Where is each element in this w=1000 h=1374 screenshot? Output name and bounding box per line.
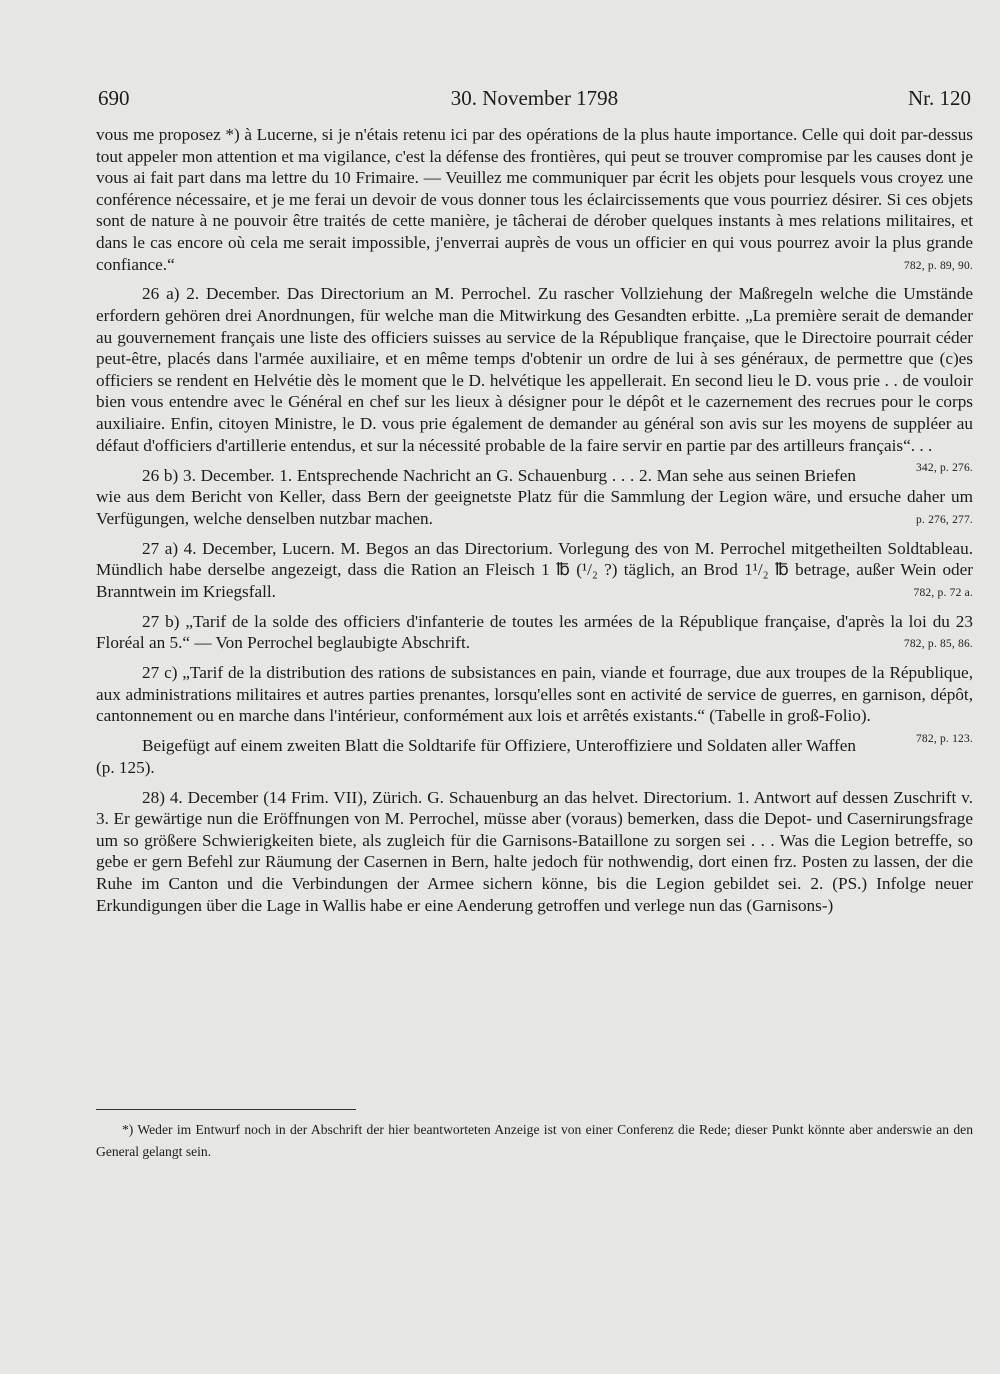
source-reference: 782, p. 72 a. xyxy=(913,586,973,599)
paragraph xyxy=(96,787,973,917)
paragraph-text: 27 a) 4. December, Lucern. M. Begos an das Directorium. Vorlegung des von M. Perrochel mitgetheilten Soldtableau. Mündlich habe derselbe angezeigt, dass die Ration an Fleisch 1 ℔ (¹/₂ ?) täglich, an Brod 1¹/₂ ℔ betrage, außer Wein oder Branntwein im Kriegsfall. xyxy=(96,538,973,601)
source-reference: 782, p. 89, 90. xyxy=(903,259,973,272)
source-reference: 782, p. 85, 86. xyxy=(903,638,973,651)
source-reference: 342, p. 276. xyxy=(915,462,973,475)
paragraph xyxy=(96,735,973,778)
footnote-divider xyxy=(96,1109,356,1110)
header-date: 30. November 1798 xyxy=(450,86,619,110)
paragraph-text: 27 c) „Tarif de la distribution des rations de subsistances en pain, viande et fourrage, due aux troupes de la République, aux administrations militaires et autres parties prenantes, lorsqu'elles sont en activité de service de guerres, en garnison, dépôt, cantonnement ou en marche dans l'intérieur, conformément aux lois et arrêtés existants.“ (Tabelle in groß-Folio). xyxy=(96,663,973,726)
document-number: Nr. 120 xyxy=(908,86,971,110)
source-reference: 782, p. 123. xyxy=(915,732,973,745)
main-text xyxy=(96,124,973,925)
paragraph xyxy=(96,662,973,745)
footnote-text: *) Weder im Entwurf noch in der Abschrift der hier beantworteten Anzeige ist von einer Conferenz die Rede; dieser Punkt könnte aber anderswie an den General gelangt sein. xyxy=(96,1122,973,1159)
page-number: 690 xyxy=(98,86,130,110)
paragraph-text: 27 b) „Tarif de la solde des officiers d'infanterie de toutes les armées de la République française, d'après la loi du 23 Floréal an 5.“ — Von Perrochel beglaubigte Abschrift. xyxy=(96,611,973,653)
paragraph-text: 26 a) 2. December. Das Directorium an M. Perrochel. Zu rascher Vollziehung der Maßregeln welche die Umstände erfordern gehören drei Anordnungen, für welche man die Mitwirkung des Gesandten erbitte. „La première serait de demander au gouvernement français une liste des officiers suisses au service de la République française, que le Directoire pourrait céder peut-être, placés dans l'armée auxiliaire, et en même temps d'obtenir un ordre de lui à ses généraux, de permettre que (c)es officiers se rendent en Helvétie dès le moment que le D. helvétique les appellerait. En second lieu le D. vous prie . . de vouloir bien vous entendre avec le Général en chef sur les lieux à désigner pour le dépôt et le cazernement des recrues pour le corps auxiliaire. Enfin, citoyen Ministre, le D. vous prie également de demander au général son avis sur les moyens de suppléer au défaut d'officiers d'artillerie entendus, et sur la nécessité probable de la faire servir en partie par des artilleurs français“. . . xyxy=(96,284,973,455)
paragraph-text: Beigefügt auf einem zweiten Blatt die Soldtarife für Offiziere, Unteroffiziere und Soldaten aller Waffen (p. 125). xyxy=(96,736,856,777)
paragraph xyxy=(96,538,973,603)
paragraph-text: 26 b) 3. December. 1. Entsprechende Nachricht an G. Schauenburg . . . 2. Man sehe aus seinen Briefen wie aus dem Bericht von Keller, dass Bern der geeignetste Platz für die Sammlung der Legion wäre, und ersuche daher um Verfügungen, welche denselben nutzbar machen. xyxy=(96,465,973,528)
paragraph xyxy=(96,465,973,530)
page-header xyxy=(98,86,971,112)
footnote xyxy=(96,1119,973,1163)
paragraph xyxy=(96,124,973,275)
paragraph-text: vous me proposez *) à Lucerne, si je n'étais retenu ici par des opérations de la plus haute importance. Celle qui doit par-dessus tout appeler mon attention et ma vigilance, c'est la défense des frontières, qui peut se trouver compromise par les causes dont je vous ai fait part dans ma lettre du 10 Frimaire. — Veuillez me communiquer par écrit les objets pour lesquels vous croyez une conférence nécessaire, et je me ferai un devoir de vous donner tous les éclaircissements que vous pourriez désirer. Si ces objets sont de nature à ne pouvoir être traités de cette manière, je tâcherai de dérober quelques instants à mes relations militaires, et dans le cas encore où cela me serait impossible, j'enverrai auprès de vous un officier en qui vous pourrez avoir la plus grande confiance.“ xyxy=(96,125,973,274)
paragraph xyxy=(96,283,973,475)
paragraph-text: 28) 4. December (14 Frim. VII), Zürich. G. Schauenburg an das helvet. Directorium. 1. Antwort auf dessen Zuschrift v. 3. Er gewärtige nun die Eröffnungen von M. Perrochel, müsse aber (voraus) bemerken, dass die Depot- und Casernirungsfrage um so größere Schwierigkeiten biete, als zugleich für die Garnisons-Bataillone zu sorgen sei . . . Was die Legion betreffe, so gebe er gern Befehl zur Räumung der Casernen in Bern, halte jedoch für nothwendig, dort einen frz. Posten zu lassen, der die Ruhe im Canton und die Verbindungen der Armee sichern könne, bis die Legion gebildet sei. 2. (PS.) Infolge neuer Erkundigungen über die Lage in Wallis habe er eine Aenderung getroffen und verlege nun das (Garnisons-) xyxy=(96,787,973,915)
paragraph xyxy=(96,611,973,654)
source-reference: p. 276, 277. xyxy=(915,513,973,526)
